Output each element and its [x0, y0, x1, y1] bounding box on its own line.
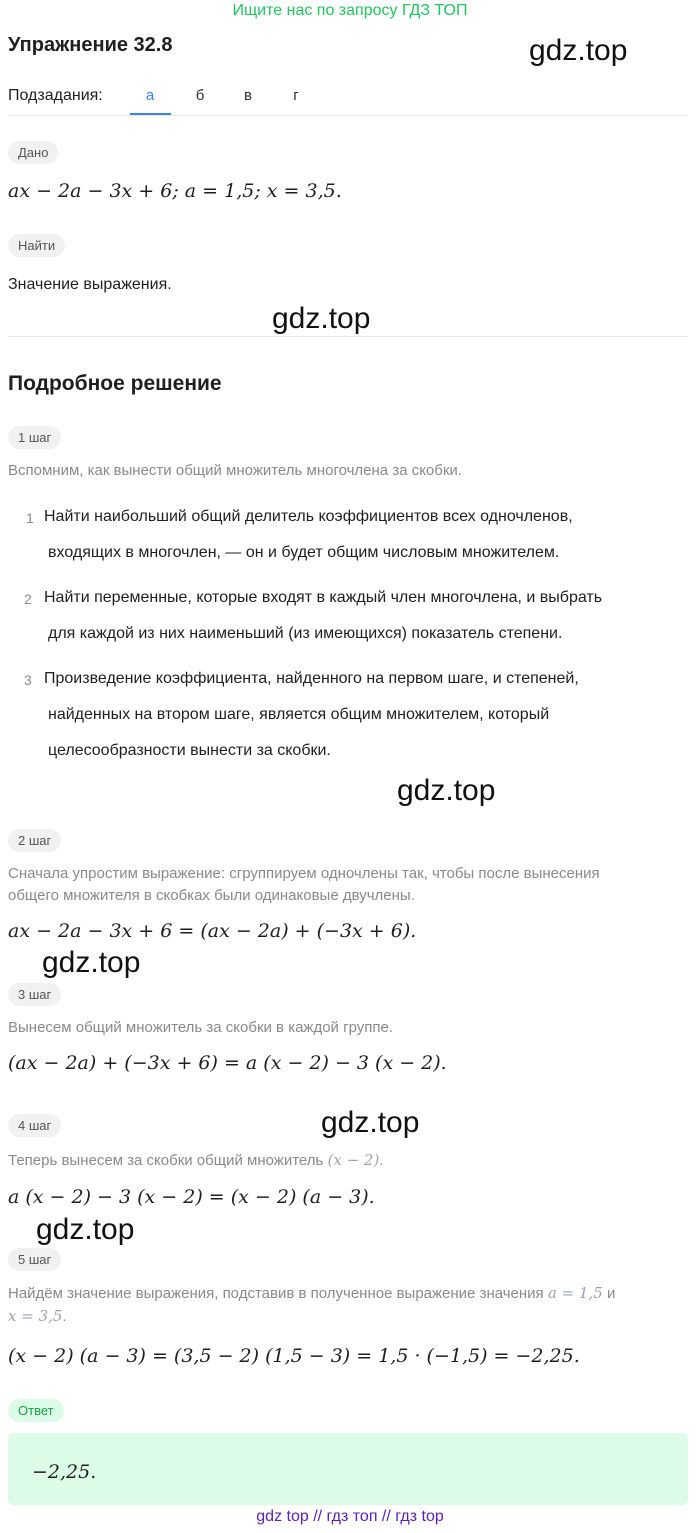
watermark: gdz.top — [397, 774, 496, 807]
tab-g[interactable]: г — [293, 87, 299, 104]
list-item-line: для каждой из них наименьший (из имеющихся) показатель степени. — [48, 625, 563, 642]
list-item-line: найденных на втором шаге, является общим множителем, который — [48, 706, 550, 723]
step-5-text-tail: . — [62, 1308, 67, 1325]
tab-a[interactable]: а — [145, 87, 155, 104]
subtasks-label: Подзадания: — [8, 87, 103, 104]
given-chip: Дано — [8, 141, 58, 164]
answer-box — [8, 1433, 688, 1505]
list-item-number: 2 — [24, 591, 32, 607]
step-3-text: Вынесем общий множитель за скобки в каждой группе. — [8, 1019, 394, 1036]
step-5-text-main: Найдём значение выражения, подставив в полученное выражение значения — [8, 1285, 544, 1302]
find-text: Значение выражения. — [8, 276, 172, 293]
step-2-text: общего множителя в скобках были одинаковые двучлены. — [8, 887, 415, 904]
answer-chip: Ответ — [8, 1399, 64, 1422]
step-4-expression: a (x − 2) − 3 (x − 2) = (x − 2) (a − 3). — [8, 1186, 375, 1208]
step-3-chip: 3 шаг — [8, 983, 61, 1006]
watermark: gdz.top — [321, 1106, 420, 1139]
tab-b[interactable]: б — [195, 87, 205, 104]
watermark: gdz.top — [36, 1213, 135, 1246]
list-item-number: 3 — [24, 672, 32, 688]
list-item-line: целесообразности вынести за скобки. — [48, 742, 331, 759]
step-2-expression: ax − 2a − 3x + 6 = (ax − 2a) + (−3x + 6). — [8, 920, 417, 942]
step-3-expression: (ax − 2a) + (−3x + 6) = a (x − 2) − 3 (x − 2). — [8, 1052, 447, 1074]
step-5-text-2 — [8, 1307, 67, 1325]
step-1-intro: Вспомним, как вынести общий множитель многочлена за скобки. — [8, 462, 462, 479]
divider — [8, 336, 688, 337]
footer-links[interactable]: gdz top // гдз топ // гдз top — [256, 1508, 444, 1525]
step-2-chip: 2 шаг — [8, 829, 61, 852]
step-5-inline-math-x: x = 3,5 — [8, 1307, 63, 1325]
answer-value: −2,25. — [32, 1461, 97, 1483]
tab-v[interactable]: в — [244, 87, 252, 104]
watermark: gdz.top — [42, 946, 141, 979]
step-5-inline-math-a: a = 1,5 — [547, 1284, 603, 1302]
step-5-chip: 5 шаг — [8, 1248, 61, 1271]
step-5-expression: (x − 2) (a − 3) = (3,5 − 2) (1,5 − 3) = 1,5 · (−1,5) = −2,25. — [8, 1345, 580, 1367]
list-item-line: входящих в многочлен, — он и будет общим числовым множителем. — [48, 544, 560, 561]
given-expression: ax − 2a − 3x + 6; a = 1,5; x = 3,5. — [8, 180, 342, 202]
step-4-chip: 4 шаг — [8, 1114, 61, 1137]
list-item-number: 1 — [26, 510, 34, 526]
step-4-text-tail: . — [379, 1152, 384, 1169]
step-4-text — [8, 1151, 383, 1169]
list-item-line: Найти наибольший общий делитель коэффициентов всех одночленов, — [44, 508, 573, 525]
page-title: Упражнение 32.8 — [8, 34, 173, 56]
watermark: gdz.top — [529, 34, 628, 67]
step-4-inline-math: (x − 2) — [327, 1151, 380, 1169]
find-chip: Найти — [8, 234, 65, 257]
step-5-text-and: и — [606, 1285, 616, 1302]
step-1-chip: 1 шаг — [8, 426, 61, 449]
watermark: gdz.top — [272, 302, 371, 335]
list-item-line: Найти переменные, которые входят в каждый член многочлена, и выбрать — [44, 589, 603, 606]
solution-title: Подробное решение — [8, 372, 222, 395]
step-4-text-main: Теперь вынесем за скобки общий множитель — [8, 1152, 324, 1169]
top-banner[interactable]: Ищите нас по запросу ГДЗ ТОП — [232, 2, 468, 19]
step-5-text — [8, 1284, 688, 1302]
divider — [8, 115, 688, 116]
list-item-line: Произведение коэффициента, найденного на первом шаге, и степеней, — [44, 670, 579, 687]
step-2-text: Сначала упростим выражение: сгруппируем одночлены так, чтобы после вынесения — [8, 865, 600, 882]
